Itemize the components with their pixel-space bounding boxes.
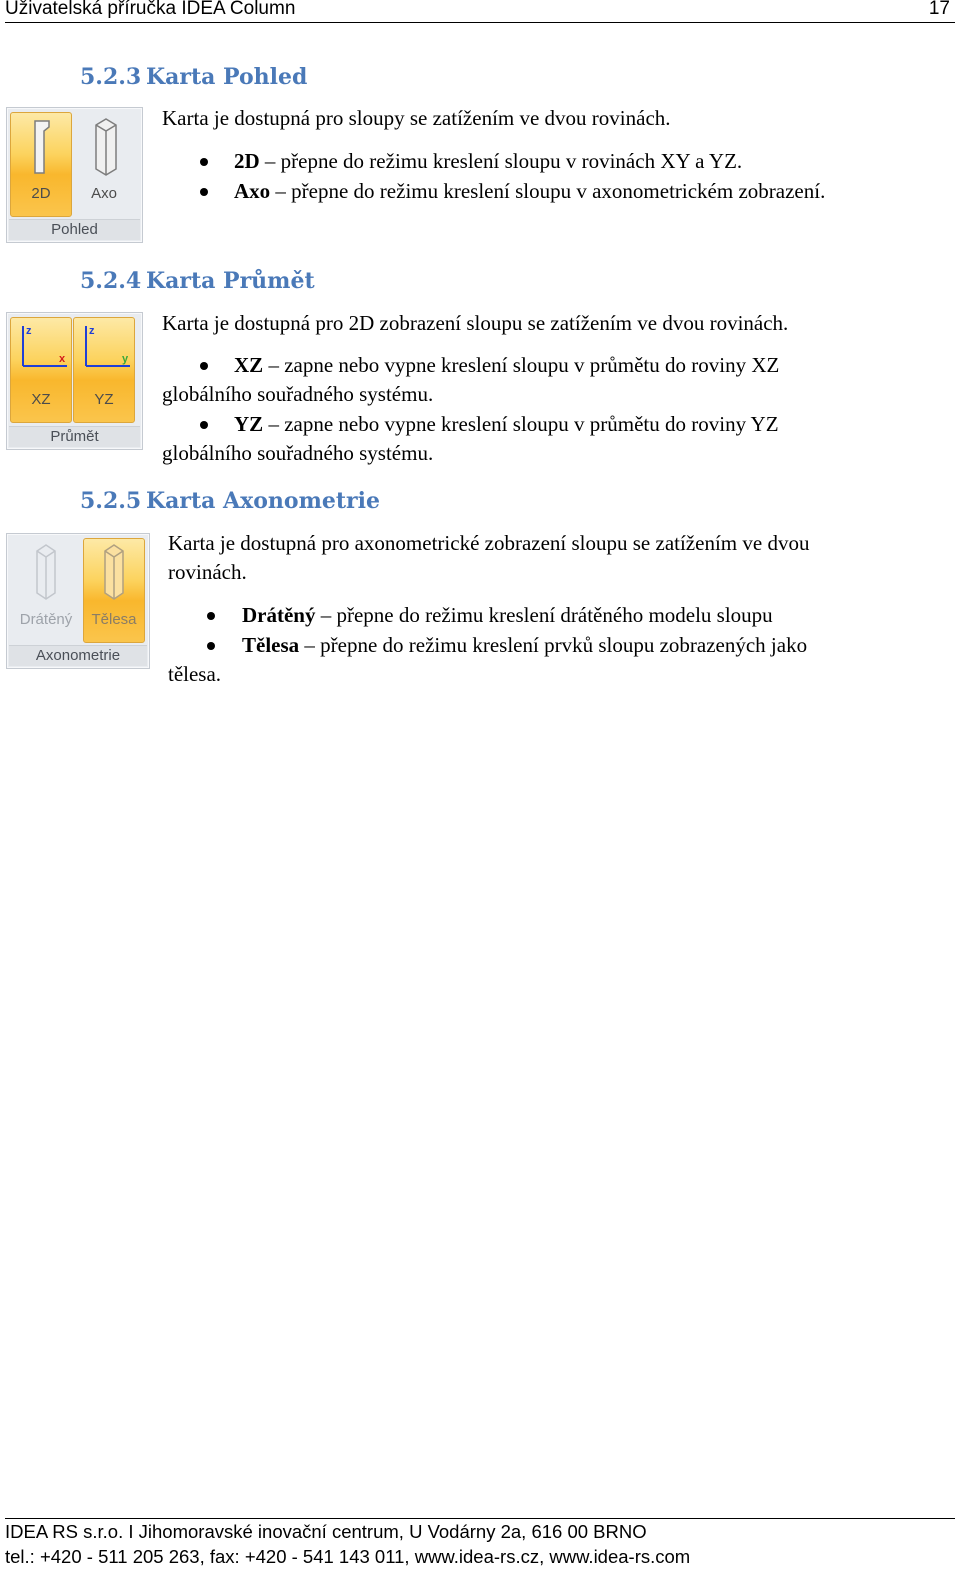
bullet-text: – přepne do režimu kreslení drátěného modelu sloupu [315, 603, 773, 627]
wireframe-column-icon [13, 539, 79, 609]
ribbon-button-drateny[interactable] [12, 538, 80, 643]
section-title: Karta Axonometrie [146, 488, 380, 514]
ribbon-button-label: YZ [94, 391, 114, 408]
section-intro: Karta je dostupná pro axonometrické zobrazení sloupu se zatížením ve dvou [168, 531, 810, 555]
document-title: Uživatelská příručka IDEA Column [5, 0, 296, 19]
section-title: Karta Průmět [146, 268, 315, 294]
page-header [5, 0, 955, 23]
bullet-dot [200, 421, 208, 429]
footer-address: IDEA RS s.r.o. I Jihomoravské inovační centrum, U Vodárny 2a, 616 00 BRNO [5, 1521, 647, 1542]
bullet-continuation: tělesa. [168, 662, 222, 686]
ribbon-button-label: Axo [91, 185, 117, 202]
ribbon-button-label: Tělesa [91, 611, 137, 628]
bullet-term: Axo [234, 179, 271, 203]
page-footer [5, 1518, 955, 1569]
ribbon-group-caption: Pohled [9, 219, 140, 240]
axis-label: z [26, 325, 32, 337]
section-number: 5.2.4 [80, 268, 142, 294]
bullet-dot [200, 188, 208, 196]
ribbon-button-2d[interactable] [10, 112, 72, 217]
ribbon-button-label: Drátěný [19, 611, 73, 628]
ribbon-button-xz[interactable] [10, 317, 72, 423]
bullet-dot [207, 642, 215, 650]
bullet-dot [200, 362, 208, 370]
axis-label: y [122, 353, 129, 365]
footer-contacts: tel.: +420 - 511 205 263, fax: +420 - 541 143 011, www.idea-rs.cz, www.idea-rs.com [5, 1546, 691, 1567]
ribbon-group-prumet [6, 312, 143, 450]
column-2d-icon [11, 113, 71, 183]
section-heading-axonometrie [80, 488, 380, 514]
bullet-continuation: globálního souřadného systému. [162, 382, 434, 406]
bullet-text: – zapne nebo vypne kreslení sloupu v průmětu do roviny YZ [263, 412, 779, 436]
section-title: Karta Pohled [146, 64, 308, 90]
ribbon-button-telesa[interactable] [83, 538, 145, 643]
bullet-text: – přepne do režimu kreslení sloupu v axonometrickém zobrazení. [270, 179, 826, 203]
bullet-continuation: globálního souřadného systému. [162, 441, 434, 465]
bullet-term: XZ [234, 353, 264, 377]
ribbon-button-label: 2D [31, 185, 51, 202]
bullet-term: 2D [234, 149, 260, 173]
axis-label: z [89, 325, 95, 337]
section-intro: Karta je dostupná pro 2D zobrazení sloupu se zatížením ve dvou rovinách. [162, 311, 789, 335]
bullet-text: – zapne nebo vypne kreslení sloupu v průmětu do roviny XZ [263, 353, 780, 377]
section-heading-pohled [80, 64, 307, 90]
bullet-term: Drátěný [242, 603, 316, 627]
axis-xz-icon [11, 318, 71, 378]
axis-label: x [59, 353, 66, 365]
section-intro-continuation: rovinách. [168, 560, 247, 584]
section-heading-prumet [80, 268, 315, 294]
section-intro: Karta je dostupná pro sloupy se zatížením ve dvou rovinách. [162, 106, 671, 130]
axis-yz-icon [74, 318, 134, 378]
ribbon-group-caption: Axonometrie [9, 645, 147, 666]
ribbon-button-axo[interactable] [73, 112, 135, 217]
column-axo-icon [74, 113, 134, 183]
bullet-term: YZ [234, 412, 264, 436]
bullet-dot [200, 158, 208, 166]
ribbon-group-pohled [6, 107, 143, 243]
bullet-term: Tělesa [242, 633, 300, 657]
ribbon-group-caption: Průmět [9, 426, 140, 447]
bullet-dot [207, 612, 215, 620]
ribbon-button-label: XZ [31, 391, 51, 408]
ribbon-group-axonometrie [6, 533, 150, 669]
solid-column-icon [84, 539, 144, 609]
bullet-text: – přepne do režimu kreslení sloupu v rovinách XY a YZ. [259, 149, 743, 173]
page-number: 17 [928, 0, 950, 19]
section-number: 5.2.3 [80, 64, 142, 90]
bullet-text: – přepne do režimu kreslení prvků sloupu zobrazených jako [299, 633, 808, 657]
ribbon-button-yz[interactable] [73, 317, 135, 423]
section-number: 5.2.5 [80, 488, 142, 514]
